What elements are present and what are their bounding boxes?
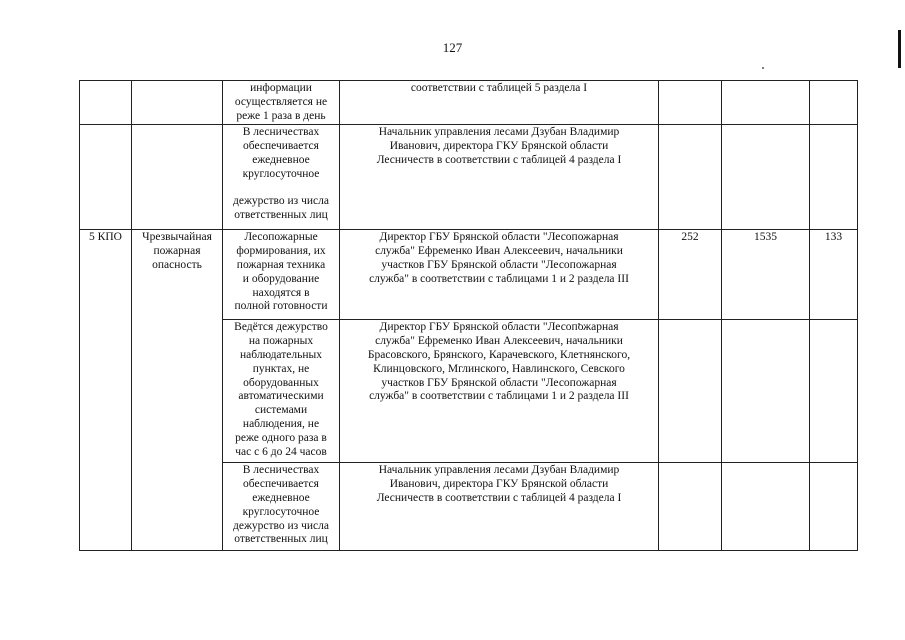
- measure-cell: информации осуществляется не реже 1 раза в день: [223, 81, 340, 125]
- table-row: [80, 230, 858, 320]
- level-cell: [80, 125, 132, 230]
- value-cell: [659, 463, 722, 551]
- description-cell: Чрезвычайная пожарная опасность: [132, 230, 223, 551]
- level-cell: [80, 81, 132, 125]
- value-cell: [722, 125, 810, 230]
- value-cell: [659, 125, 722, 230]
- value-cell: 133: [810, 230, 858, 320]
- value-cell: [810, 81, 858, 125]
- value-cell: [722, 81, 810, 125]
- measure-cell: В лесничествах обеспечивается ежедневное круглосуточное дежурство из числа ответственных лиц: [223, 463, 340, 551]
- scan-speck: [762, 67, 764, 69]
- measure-cell: Лесопожарные формирования, их пожарная техника и оборудование находятся в полной готовности: [223, 230, 340, 320]
- fire-danger-measures-table: [79, 80, 858, 551]
- responsible-cell: Начальник управления лесами Дзубан Владимир Иванович, директора ГКУ Брянской области Лесничеств в соответствии с таблицей 4 раздела I: [340, 463, 659, 551]
- value-cell: [722, 320, 810, 463]
- description-cell: [132, 125, 223, 230]
- scan-edge-mark: [898, 30, 901, 68]
- level-cell: 5 КПО: [80, 230, 132, 551]
- value-cell: 1535: [722, 230, 810, 320]
- table-row: [80, 81, 858, 125]
- measure-cell: В лесничествах обеспечивается ежедневное круглосуточное дежурство из числа ответственных лиц: [223, 125, 340, 230]
- responsible-cell: соответствии с таблицей 5 раздела I: [340, 81, 659, 125]
- value-cell: [659, 320, 722, 463]
- value-cell: [659, 81, 722, 125]
- value-cell: [810, 320, 858, 463]
- responsible-cell: Директор ГБУ Брянской области "Лесопожарная служба" Ефременко Иван Алексеевич, начальники Брасовского, Брянского, Карачевского, Клетнянского, Клинцовского, Мглинского, Навлинского, Севского участков ГБУ Брянской области "Лесопожарная служба" в соответствии с таблицами 1 и 2 раздела III: [340, 320, 659, 463]
- measure-cell: Ведётся дежурство на пожарных наблюдательных пунктах, не оборудованных автоматическими системами наблюдения, не реже одного раза в час с 6 до 24 часов: [223, 320, 340, 463]
- description-cell: [132, 81, 223, 125]
- responsible-cell: Директор ГБУ Брянской области "Лесопожарная служба" Ефременко Иван Алексеевич, начальники участков ГБУ Брянской области "Лесопожарная служба" в соответствии с таблицами 1 и 2 раздела III: [340, 230, 659, 320]
- value-cell: [810, 463, 858, 551]
- value-cell: [810, 125, 858, 230]
- value-cell: [722, 463, 810, 551]
- responsible-cell: Начальник управления лесами Дзубан Владимир Иванович, директора ГКУ Брянской области Лесничеств в соответствии с таблицей 4 раздела I: [340, 125, 659, 230]
- table-row: [80, 125, 858, 230]
- value-cell: 252: [659, 230, 722, 320]
- page-number: 127: [442, 40, 463, 55]
